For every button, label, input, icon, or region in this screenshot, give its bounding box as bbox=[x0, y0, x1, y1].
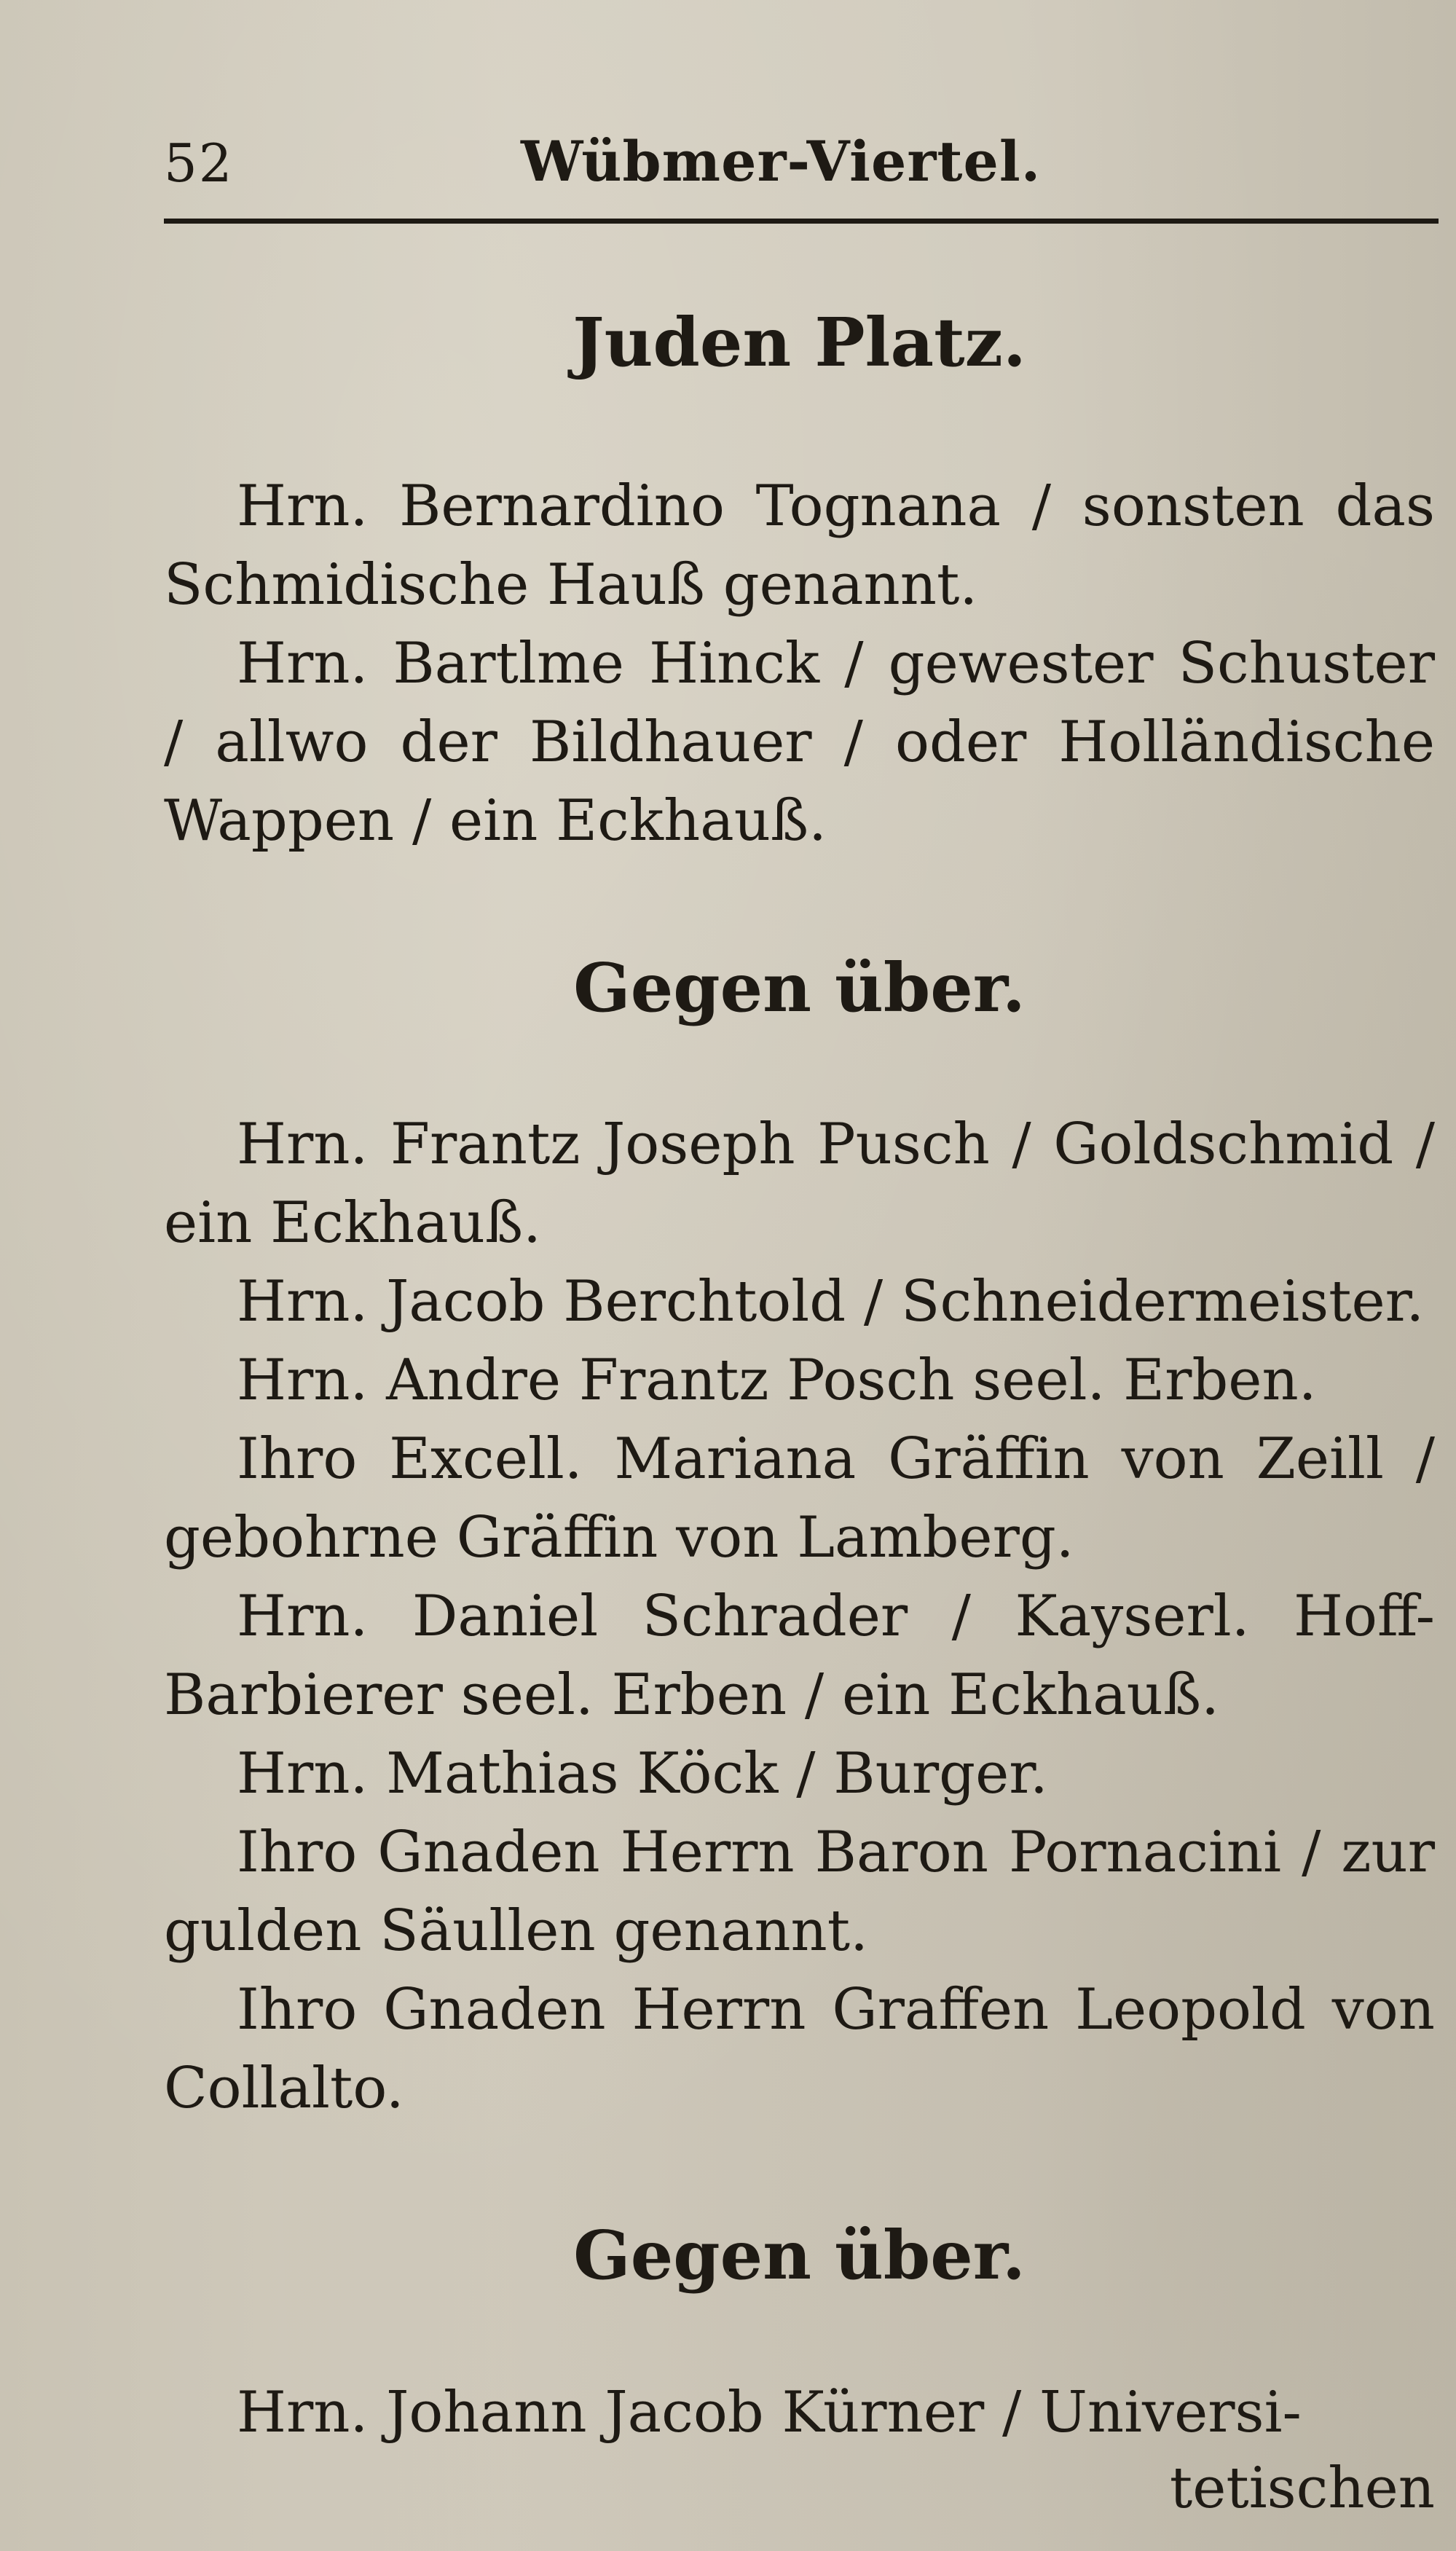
running-title: Wübmer-Viertel. bbox=[521, 129, 1042, 194]
catchword: tetischen bbox=[1169, 2455, 1435, 2521]
entry-johann-jacob-kuerner: Hrn. Johann Jacob Kürner / Universi- bbox=[237, 2379, 1302, 2445]
page-body bbox=[164, 303, 1435, 2525]
entry-bernardino-tognana: Hrn. Bernardino Tognana / sonsten das Schmidische Hauß genannt. bbox=[164, 473, 1435, 618]
entry-jacob-berchtold: Hrn. Jacob Berchtold / Schneidermeister. bbox=[237, 1269, 1425, 1335]
entry-daniel-schrader: Hrn. Daniel Schrader / Kayserl. Hoff-Barbierer seel. Erben / ein Eckhauß. bbox=[164, 1584, 1435, 1729]
entry-graffen-leopold-von-collalto: Ihro Gnaden Herrn Graffen Leopold von Collalto. bbox=[164, 1977, 1435, 2122]
entry-bartlme-hinck: Hrn. Bartlme Hinck / gewester Schuster / allwo der Bildhauer / oder Holländische Wappen / ein Eckhauß. bbox=[164, 631, 1435, 854]
section-heading-gegen-ueber-2: Gegen über. bbox=[573, 2216, 1026, 2295]
header-rule bbox=[164, 219, 1439, 224]
entry-mariana-graeffin-von-zeill: Ihro Excell. Mariana Gräffin von Zeill / gebohrne Gräffin von Lamberg. bbox=[164, 1426, 1435, 1571]
section-heading-gegen-ueber-1: Gegen über. bbox=[573, 948, 1026, 1028]
entry-mathias-koeck: Hrn. Mathias Köck / Burger. bbox=[237, 1741, 1048, 1807]
page-header bbox=[164, 124, 1435, 211]
entry-baron-pornacini: Ihro Gnaden Herrn Baron Pornacini / zur gulden Säullen genannt. bbox=[164, 1820, 1435, 1965]
section-heading-juden-platz: Juden Platz. bbox=[572, 303, 1026, 382]
page-number: 52 bbox=[164, 133, 234, 194]
entry-frantz-joseph-pusch: Hrn. Frantz Joseph Pusch / Goldschmid / ein Eckhauß. bbox=[164, 1112, 1435, 1257]
entry-andre-frantz-posch: Hrn. Andre Frantz Posch seel. Erben. bbox=[237, 1348, 1317, 1414]
